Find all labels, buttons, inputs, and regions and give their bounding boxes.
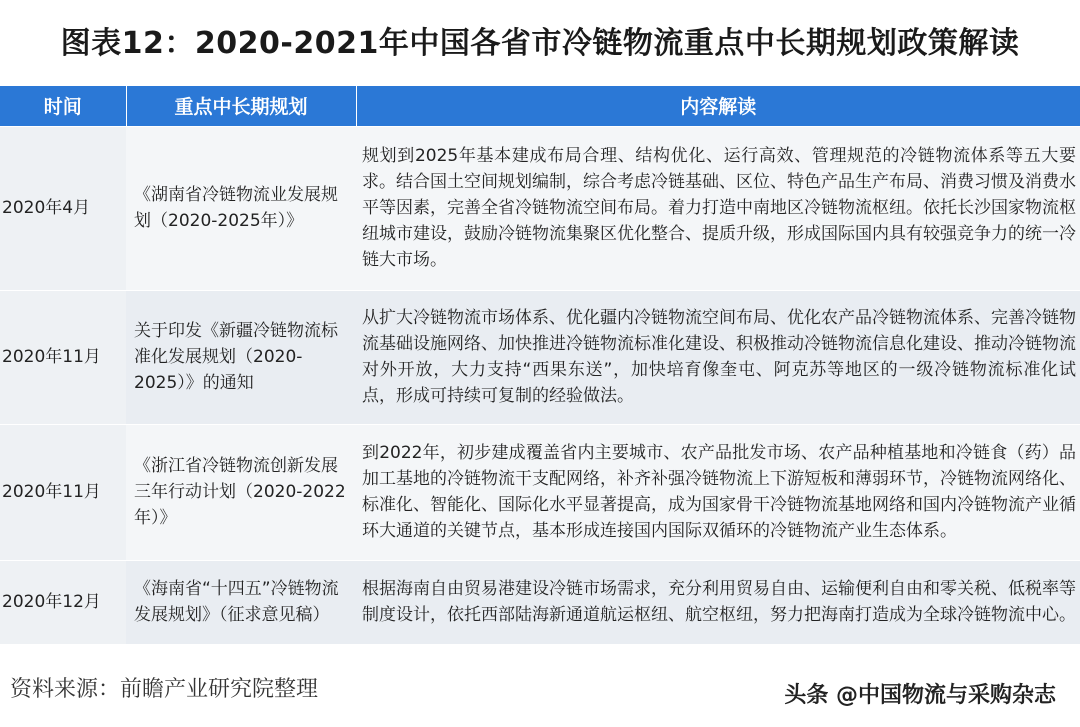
table-row xyxy=(0,424,1080,560)
column-header-plan: 重点中长期规划 xyxy=(126,86,356,126)
time-cell: 2020年4月 xyxy=(0,126,126,290)
plan-cell: 《浙江省冷链物流创新发展三年行动计划（2020-2022年）》 xyxy=(126,424,356,560)
content-cell: 从扩大冷链物流市场体系、优化疆内冷链物流空间布局、优化农产品冷链物流体系、完善冷链物流基础设施网络、加快推进冷链物流标准化建设、积极推动冷链物流信息化建设、推动冷链物流对外开放，大力支持“西果东送”，加快培育像奎屯、阿克苏等地区的一级冷链物流标准化试点，形成可持续可复制的经验做法。 xyxy=(356,290,1080,424)
time-cell: 2020年11月 xyxy=(0,424,126,560)
time-cell: 2020年12月 xyxy=(0,560,126,644)
table-row xyxy=(0,290,1080,424)
column-header-time: 时间 xyxy=(0,86,126,126)
plan-cell: 《湖南省冷链物流业发展规划（2020-2025年）》 xyxy=(126,126,356,290)
plan-cell: 《海南省“十四五”冷链物流发展规划》（征求意见稿） xyxy=(126,560,356,644)
watermark-text: 头条 @中国物流与采购杂志 xyxy=(784,683,1056,708)
page-title: 图表12：2020-2021年中国各省市冷链物流重点中长期规划政策解读 xyxy=(60,26,1020,61)
policy-table xyxy=(0,86,1080,644)
table-row xyxy=(0,126,1080,290)
content-cell: 规划到2025年基本建成布局合理、结构优化、运行高效、管理规范的冷链物流体系等五大要求。结合国土空间规划编制，综合考虑冷链基础、区位、特色产品生产布局、消费习惯及消费水平等因素，完善全省冷链物流空间布局。着力打造中南地区冷链物流枢纽。依托长沙国家物流枢纽城市建设，鼓励冷链物流集聚区优化整合、提质升级，形成国际国内具有较强竞争力的统一冷链大市场。 xyxy=(356,126,1080,290)
time-cell: 2020年11月 xyxy=(0,290,126,424)
source-note: 资料来源：前瞻产业研究院整理 xyxy=(10,677,319,702)
content-cell: 根据海南自由贸易港建设冷链市场需求，充分利用贸易自由、运输便利自由和零关税、低税率等制度设计，依托西部陆海新通道航运枢纽、航空枢纽，努力把海南打造成为全球冷链物流中心。 xyxy=(356,560,1080,644)
table-row xyxy=(0,560,1080,644)
content-cell: 到2022年，初步建成覆盖省内主要城市、农产品批发市场、农产品种植基地和冷链食（药）品加工基地的冷链物流干支配网络，补齐补强冷链物流上下游短板和薄弱环节，冷链物流网络化、标准化、智能化、国际化水平显著提高，成为国家骨干冷链物流基地网络和国内冷链物流产业循环大通道的关键节点，基本形成连接国内国际双循环的冷链物流产业生态体系。 xyxy=(356,424,1080,560)
plan-cell: 关于印发《新疆冷链物流标准化发展规划（2020-2025）》的通知 xyxy=(126,290,356,424)
table-header-row xyxy=(0,86,1080,126)
column-header-content: 内容解读 xyxy=(680,96,757,119)
